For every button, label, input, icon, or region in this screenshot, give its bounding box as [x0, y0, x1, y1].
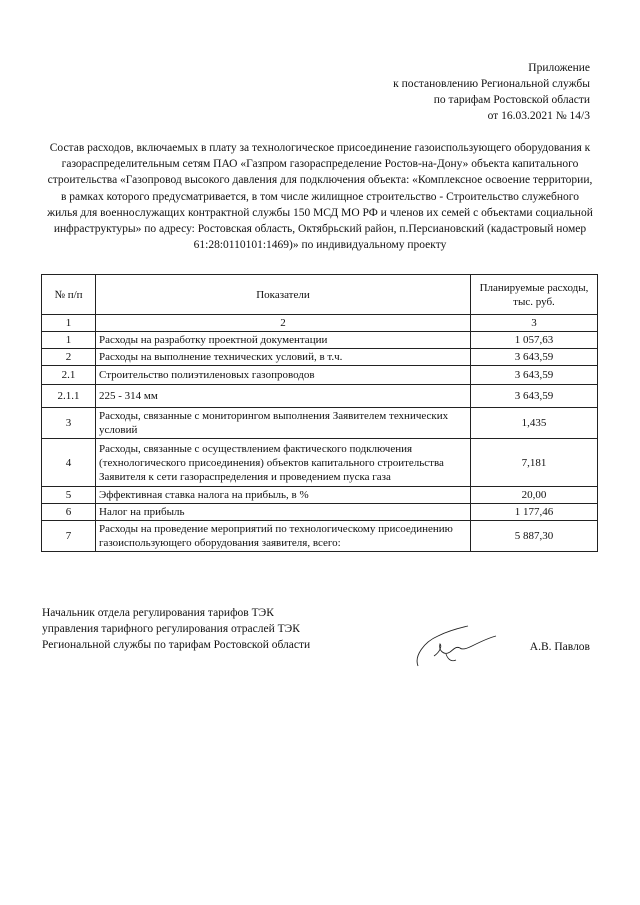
table-row — [42, 504, 598, 521]
header-name: Показатели — [96, 275, 471, 315]
title-line: в рамках которого предусматривается, в том числе жилищное строительство - Строительство служебного — [61, 190, 579, 203]
row-name: Расходы, связанные с мониторингом выполнения Заявителем технических условий — [96, 408, 471, 439]
position-line: управления тарифного регулирования отраслей ТЭК — [42, 623, 300, 635]
document-header — [393, 60, 590, 124]
row-value: 3 643,59 — [471, 366, 598, 385]
header-value: Планируемые расходы, тыс. руб. — [471, 275, 598, 315]
row-name: Эффективная ставка налога на прибыль, в % — [96, 487, 471, 504]
row-value: 5 887,30 — [471, 521, 598, 552]
title-line: строительства «Газопровод высокого давления для подключения объекта: «Комплексное освоение территории, — [47, 174, 593, 187]
title-line: жилья для военнослужащих контрактной службы 150 МСД МО РФ и членов их семей с объектами социальной — [47, 206, 593, 219]
row-value: 7,181 — [471, 439, 598, 487]
table-header-row — [42, 275, 598, 315]
row-name: Строительство полиэтиленовых газопроводов — [96, 366, 471, 385]
header-num: № п/п — [42, 275, 96, 315]
row-num: 5 — [42, 487, 96, 504]
signatory-position — [42, 605, 310, 653]
table-row — [42, 521, 598, 552]
header-line: по тарифам Ростовской области — [433, 94, 590, 106]
row-name: Расходы на разработку проектной документации — [96, 332, 471, 349]
signatory-name: А.В. Павлов — [529, 641, 590, 653]
title-line: Состав расходов, включаемых в плату за технологическое присоединение газоиспользующего оборудования к — [49, 142, 591, 154]
table-index-row — [42, 315, 598, 332]
row-value: 1 057,63 — [471, 332, 598, 349]
row-value: 3 643,59 — [471, 349, 598, 366]
row-num: 2.1 — [42, 366, 96, 385]
title-line: газораспределительным сетям ПАО «Газпром газораспределение Ростов-на-Дону» объекта капитального — [61, 158, 579, 171]
header-line: Приложение — [528, 62, 590, 74]
table-row — [42, 332, 598, 349]
row-num: 3 — [42, 408, 96, 439]
row-value: 3 643,59 — [471, 385, 598, 408]
row-num: 7 — [42, 521, 96, 552]
row-value: 1 177,46 — [471, 504, 598, 521]
table-row — [42, 366, 598, 385]
title-line: 61:28:0110101:1469)» по индивидуальному проекту — [193, 239, 447, 252]
table-row — [42, 408, 598, 439]
row-num: 2.1.1 — [42, 385, 96, 408]
title-line: инфраструктуры» по адресу: Ростовская область, Октябрьский район, п.Персиановский (кадастровый номер — [53, 223, 587, 236]
row-value: 20,00 — [471, 487, 598, 504]
position-line: Региональной службы по тарифам Ростовской области — [42, 639, 311, 651]
row-num: 2 — [42, 349, 96, 366]
table-row — [42, 385, 598, 408]
row-name: Расходы на проведение мероприятий по технологическому присоединению газоиспользующего оборудования заявителя, всего: — [96, 521, 471, 552]
row-name: Налог на прибыль — [96, 504, 471, 521]
header-line: к постановлению Региональной службы — [393, 78, 590, 90]
header-line: от 16.03.2021 № 14/3 — [487, 110, 590, 122]
row-value: 1,435 — [471, 408, 598, 439]
table-row — [42, 487, 598, 504]
index-name: 2 — [96, 315, 471, 332]
position-line: Начальник отдела регулирования тарифов ТЭК — [42, 607, 274, 619]
index-value: 3 — [471, 315, 598, 332]
row-name: Расходы, связанные с осуществлением фактического подключения (технологического присоединения) объектов капитального строительства Заявителя к сети газораспределения и проведением пуска газа — [96, 439, 471, 487]
row-num: 4 — [42, 439, 96, 487]
handwritten-signature — [410, 616, 500, 672]
table-row — [42, 349, 598, 366]
row-num: 6 — [42, 504, 96, 521]
row-num: 1 — [42, 332, 96, 349]
table-row — [42, 439, 598, 487]
costs-table — [41, 274, 598, 552]
document-title — [42, 140, 598, 253]
row-name: Расходы на выполнение технических условий, в т.ч. — [96, 349, 471, 366]
index-num: 1 — [42, 315, 96, 332]
row-name: 225 - 314 мм — [96, 385, 471, 408]
